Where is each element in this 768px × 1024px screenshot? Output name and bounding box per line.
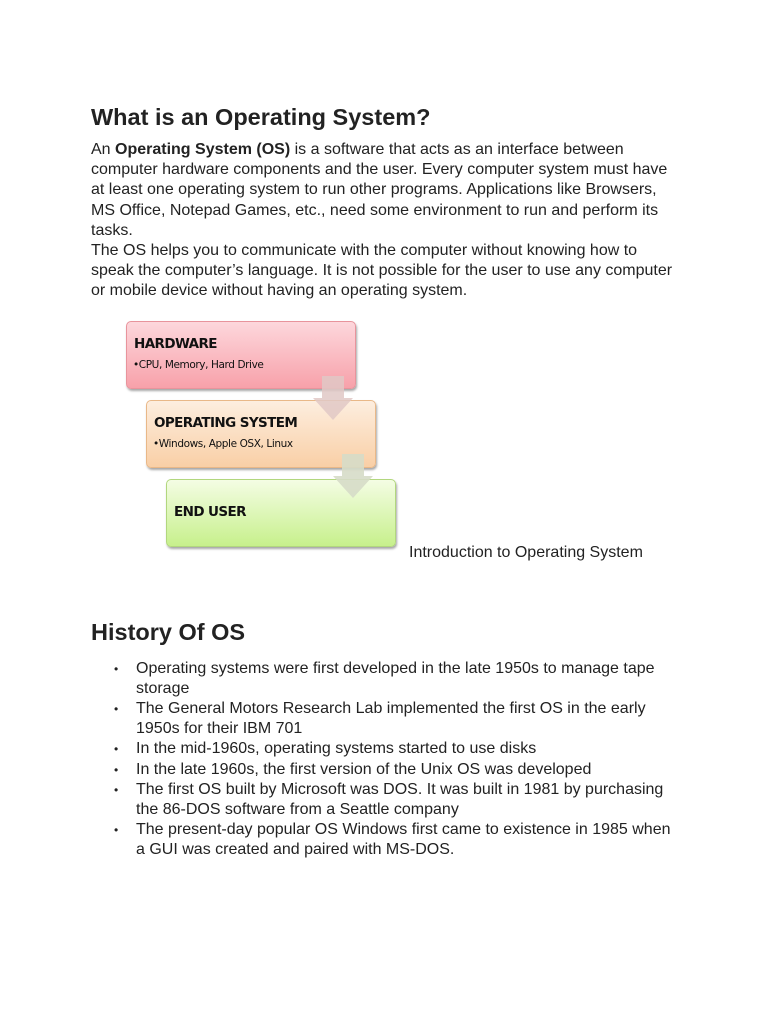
communication-paragraph: The OS helps you to communicate with the computer without knowing how to speak the computer’s language. It is not possible for the user to use any computer or mobile device without having an operating system. [91,242,673,300]
diagram-box-title: OPERATING SYSTEM [154,414,298,431]
down-arrow-icon [313,376,353,422]
article [91,102,691,861]
section-heading-what-is-os: What is an Operating System? [91,104,431,130]
diagram-box-subtitle: •CPU, Memory, Hard Drive [133,358,264,371]
diagram-caption: Introduction to Operating System [409,543,643,561]
diagram-box-title: END USER [174,503,246,520]
intro-rest: is a software that acts as an interface between computer hardware components and the user. Every computer system must have at least one operating system to run other programs. Applications like Browsers, MS Office, Notepad Games, etc., need some environment to run and perform its tasks. [91,141,668,239]
down-arrow-icon [333,454,373,500]
intro-paragraph [91,140,681,241]
section-heading-history: History Of OS [91,618,246,645]
intro-prefix: An [91,141,116,158]
list-item: • In the mid-1960s, operating systems started to use disks [114,740,537,758]
history-list [91,659,691,861]
list-item: • The present-day popular OS Windows first came to existence in 1985 when a GUI was created and paired with MS-DOS. [114,821,671,859]
diagram-box-title: HARDWARE [134,335,217,352]
list-item: • The first OS built by Microsoft was DOS. It was built in 1981 by purchasing the 86-DOS software from a Seattle company [114,780,664,819]
list-item: • In the late 1960s, the first version of the Unix OS was developed [114,760,592,778]
intro-bold-term: Operating System (OS) [115,141,291,158]
list-item: • Operating systems were first developed in the late 1950s to manage tape storage [114,659,655,697]
os-diagram [91,302,691,602]
diagram-box-subtitle: •Windows, Apple OSX, Linux [153,437,293,450]
list-item: • The General Motors Research Lab implemented the first OS in the early 1950s for their IBM 701 [114,700,646,738]
